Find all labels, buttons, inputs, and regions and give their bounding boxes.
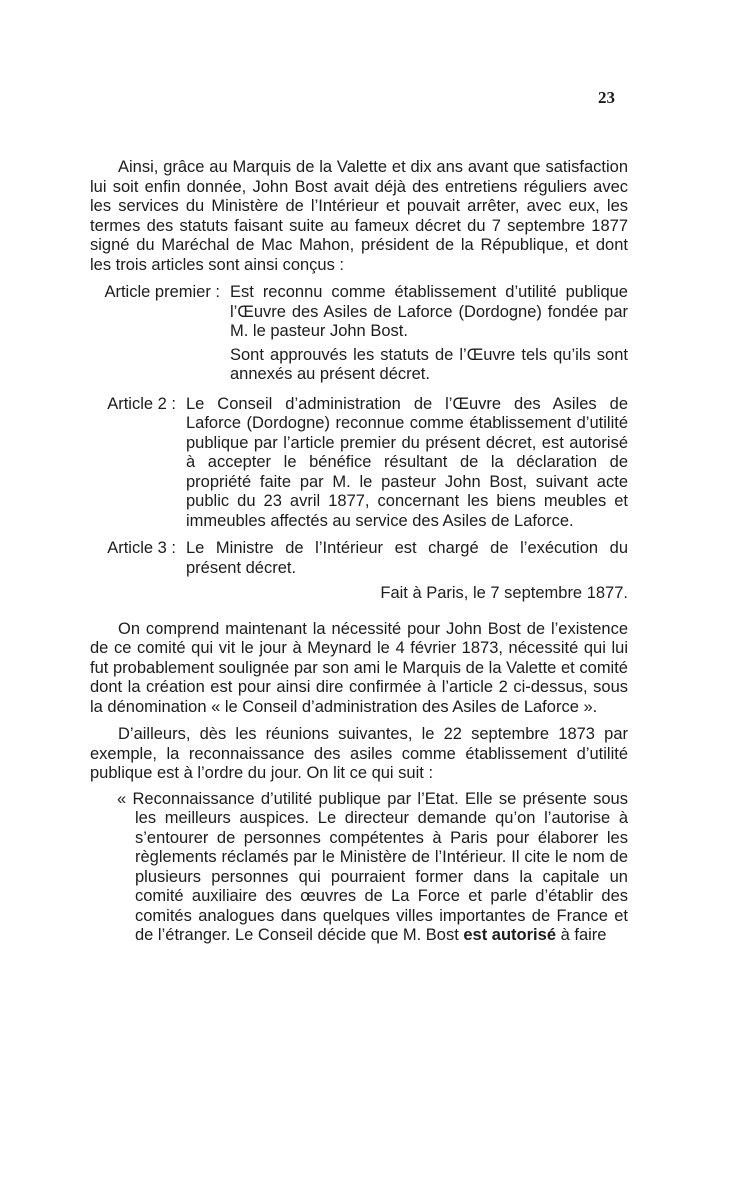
article-2-label: Article 2 : bbox=[107, 394, 176, 413]
decree-signoff: Fait à Paris, le 7 septembre 1877. bbox=[380, 584, 628, 602]
article-premier bbox=[90, 283, 628, 385]
article-3-text: Le Ministre de l’Intérieur est chargé de l’exécution du présent décret. bbox=[186, 539, 628, 577]
quote-bold: est autorisé bbox=[463, 926, 556, 944]
article-premier-text: Est reconnu comme établissement d’utilité publique l’Œuvre des Asiles de Laforce (Dordogne) fondée par M. le pasteur John Bost. bbox=[230, 283, 628, 340]
article-premier-text-2: Sont approuvés les statuts de l’Œuvre tels qu’ils sont annexés au présent décret. bbox=[230, 345, 628, 383]
article-premier-label: Article premier : bbox=[104, 283, 220, 301]
paragraph-meetings: D’ailleurs, dès les réunions suivantes, le 22 septembre 1873 par exemple, la reconnaissance des asiles comme établissement d’utilité publique est à l’ordre du jour. On lit ce qui suit : bbox=[90, 725, 628, 782]
paragraph-committee: On comprend maintenant la nécessité pour John Bost de l’existence de ce comité qui vit le jour à Meynard le 4 février 1873, nécessité qui lui fut probablement soulignée par son ami le Marquis de la Valette et comité dont la création est pour ainsi dire confirmée à l’article 2 ci-dessus, sous la dénomination « le Conseil d’administration des Asiles de Laforce ». bbox=[90, 619, 628, 716]
quote-text bbox=[90, 790, 628, 946]
article-2-body bbox=[186, 395, 628, 532]
article-3-body bbox=[186, 539, 628, 578]
article-premier-body bbox=[230, 283, 628, 385]
body-text bbox=[90, 158, 628, 946]
quote-main: « Reconnaissance d’utilité publique par l’Etat. Elle se présente sous les meilleurs auspices. Le directeur demande qu’on l’autorise à s’entourer de personnes compétentes à Paris pour élaborer les règlements réclamés par le Ministère de l’Intérieur. Il cite le nom de plusieurs personnes qui pourraient former dans la capitale un comité auxiliaire des œuvres de La Force et parle d’établir des comités analogues dans quelques villes importantes de France et de l’étranger. Le Conseil décide que M. Bost bbox=[117, 789, 628, 944]
article-3 bbox=[90, 539, 628, 578]
meeting-quote bbox=[90, 790, 628, 946]
article-3-label: Article 3 : bbox=[107, 539, 176, 557]
paragraph-intro: Ainsi, grâce au Marquis de la Valette et dix ans avant que satisfaction lui soit enfin donnée, John Bost avait déjà des entretiens réguliers avec les services du Ministère de l’Intérieur et pouvait arrêter, avec eux, les termes des statuts faisant suite au fameux décret du 7 septembre 1877 signé du Maréchal de Mac Mahon, président de la République, et dont les trois articles sont ainsi conçus : bbox=[90, 158, 628, 274]
article-2 bbox=[90, 395, 628, 532]
page-number: 23 bbox=[598, 88, 615, 107]
quote-tail: à faire bbox=[560, 926, 607, 944]
article-2-text: Le Conseil d’administration de l’Œuvre des Asiles de Laforce (Dordogne) reconnue comme établissement d’utilité publique par l’article premier du présent décret, est autorisé à accepter le bénéfice résultant de la déclaration de propriété faite par M. le pasteur John Bost, suivant acte public du 23 avril 1877, concernant les biens meubles et immeubles affectés au service des Asiles de Laforce. bbox=[186, 394, 628, 530]
